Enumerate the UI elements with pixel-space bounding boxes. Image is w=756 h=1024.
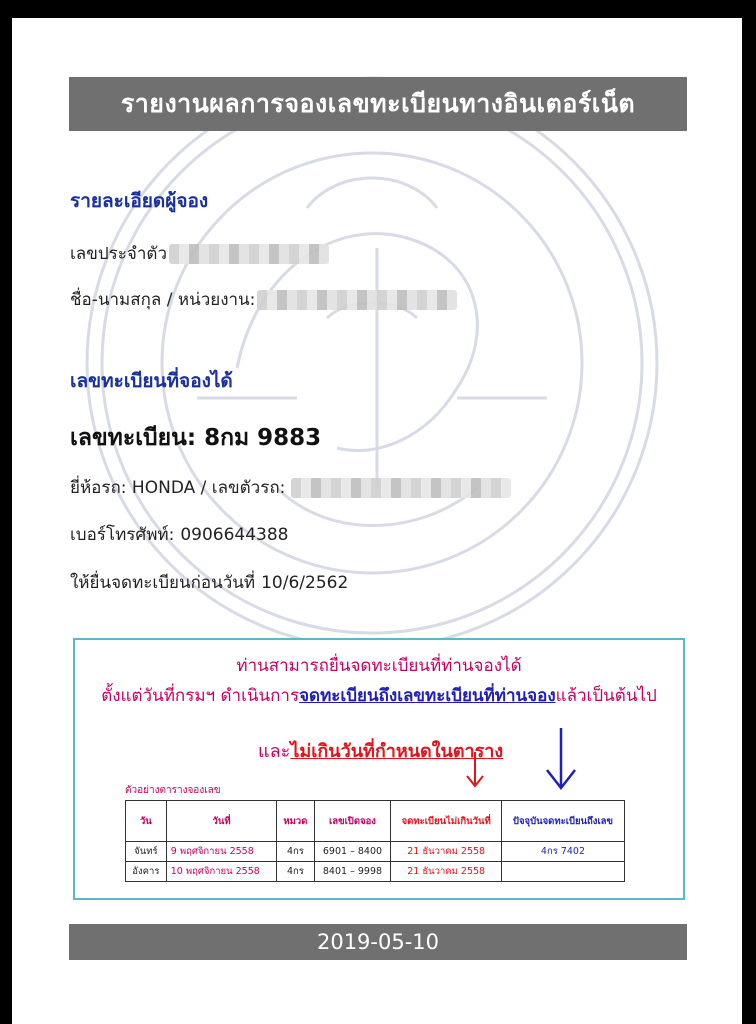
col-current-number: ปัจจุบันจดทะเบียนถึงเลข <box>501 801 624 842</box>
name-row <box>70 286 457 313</box>
redacted-name <box>257 290 457 310</box>
redacted-chassis-number <box>291 478 511 498</box>
example-booking-table <box>125 800 625 882</box>
table-row <box>126 862 625 882</box>
plate-number-row <box>70 420 321 456</box>
phone-row <box>70 521 289 548</box>
col-date: วันที่ <box>166 801 277 842</box>
booker-details-heading: รายละเอียดผู้จอง <box>70 190 209 212</box>
notice-line-1: ท่านสามารถยื่นจดทะเบียนที่ท่านจองได้ <box>236 656 522 676</box>
table-cell: จันทร์ <box>126 842 167 862</box>
name-label: ชื่อ-นามสกุล / หน่วยงาน: <box>70 290 256 310</box>
col-day: วัน <box>126 801 167 842</box>
notice-line-3-highlight: ไม่เกินวันที่กำหนดในตาราง <box>290 741 504 762</box>
id-number-label: เลขประจำตัว <box>70 244 167 264</box>
phone-label: เบอร์โทรศัพท์: <box>70 525 175 545</box>
table-cell: 8401 – 9998 <box>314 862 391 882</box>
table-cell: 10 พฤศจิกายน 2558 <box>166 862 277 882</box>
table-cell: 4กร <box>277 862 314 882</box>
deadline-label: ให้ยื่นจดทะเบียนก่อนวันที่ <box>70 573 256 593</box>
report-title: รายงานผลการจองเลขทะเบียนทางอินเตอร์เน็ต <box>69 77 687 131</box>
plate-label: เลขทะเบียน: <box>70 425 197 451</box>
table-cell: 6901 – 8400 <box>314 842 391 862</box>
table-cell <box>501 862 624 882</box>
col-open-numbers: เลขเปิดจอง <box>314 801 391 842</box>
brand-line: ยี่ห้อรถ: HONDA / เลขตัวรถ: <box>70 478 286 498</box>
table-cell: 4กร <box>277 842 314 862</box>
blue-down-arrow-icon <box>541 726 581 792</box>
plate-value: 8กม 9883 <box>204 425 322 451</box>
table-cell: อังคาร <box>126 862 167 882</box>
redacted-id-number <box>169 244 329 264</box>
table-cell: 9 พฤศจิกายน 2558 <box>166 842 277 862</box>
notice-line-3-start: และ <box>258 741 291 762</box>
phone-value: 0906644388 <box>180 524 289 545</box>
notice-line-2-highlight: จดทะเบียนถึงเลขทะเบียนที่ท่านจอง <box>299 686 556 706</box>
notice-line-2-start: ตั้งแต่วันที่กรมฯ ดำเนินการ <box>101 686 300 706</box>
table-cell: 21 ธันวาคม 2558 <box>391 862 502 882</box>
red-down-arrow-icon <box>463 750 487 790</box>
deadline-value: 10/6/2562 <box>261 572 349 593</box>
vehicle-row <box>70 474 511 501</box>
report-date: 2019-05-10 <box>69 924 687 960</box>
table-row <box>126 842 625 862</box>
id-number-row <box>70 240 329 267</box>
document-page <box>12 18 742 1024</box>
example-table-label: ตัวอย่างตารางจองเลข <box>125 785 221 796</box>
notice-line-2 <box>75 682 683 709</box>
deadline-row <box>70 569 348 596</box>
registration-notice-box <box>73 638 685 900</box>
notice-line-2-end: แล้วเป็นต้นไป <box>555 686 657 706</box>
booked-plate-heading: เลขทะเบียนที่จองได้ <box>70 370 233 392</box>
table-cell: 4กร 7402 <box>501 842 624 862</box>
table-cell: 21 ธันวาคม 2558 <box>391 842 502 862</box>
col-category: หมวด <box>277 801 314 842</box>
col-register-by: จดทะเบียนไม่เกินวันที่ <box>391 801 502 842</box>
